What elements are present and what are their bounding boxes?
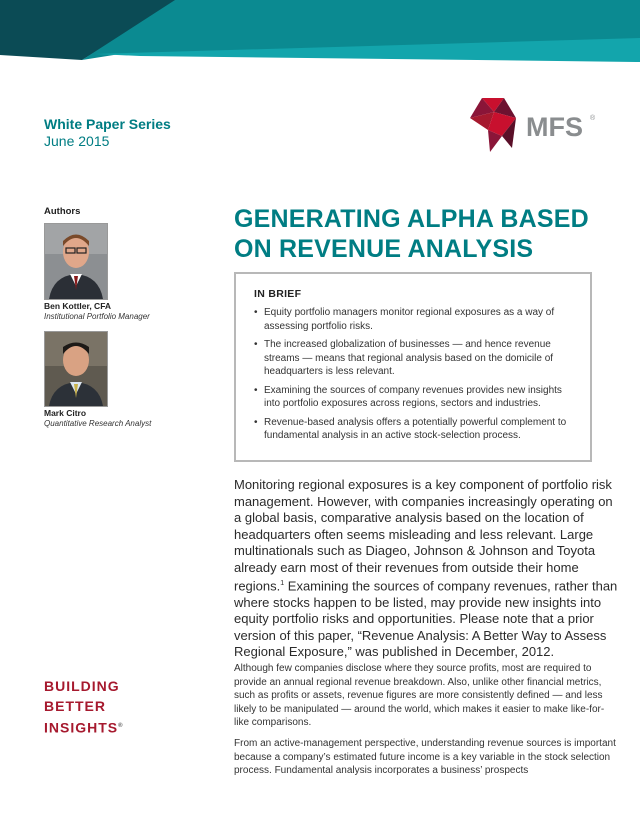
title-line: ON REVENUE ANALYSIS bbox=[234, 235, 534, 263]
logo-text: MFS bbox=[526, 112, 583, 142]
author-photo-2 bbox=[44, 331, 108, 407]
title-line: GENERATING ALPHA BASED bbox=[234, 205, 589, 233]
author-role: Institutional Portfolio Manager bbox=[44, 312, 150, 321]
lead-text: Monitoring regional exposures is a key component of portfolio risk management. However, with companies increasingly operating on a global basis, comparative analysis based on the location of headquarters often seems misleading and less relevant. Large multinationals such as Diageo, Johnson & Johnson and Toyota already earn most of their revenues from outside their home regions. bbox=[234, 477, 613, 594]
in-brief-box bbox=[234, 272, 592, 462]
list-item: • Revenue-based analysis offers a potentially powerful complement to fundamental analysis in an active stock-selection process. bbox=[254, 416, 572, 443]
tagline-line: INSIGHTS bbox=[44, 719, 119, 736]
series-date: June 2015 bbox=[44, 133, 110, 149]
header-banner bbox=[0, 0, 640, 80]
tagline-line: BETTER bbox=[44, 698, 106, 714]
authors-heading: Authors bbox=[44, 206, 81, 217]
footnote-marker: 1 bbox=[280, 580, 285, 587]
tagline-registered: ® bbox=[118, 723, 123, 729]
portrait-photo-icon bbox=[45, 224, 107, 299]
in-brief-title: IN BRIEF bbox=[254, 288, 302, 300]
series-title: White Paper Series bbox=[44, 116, 171, 132]
list-item: • Examining the sources of company revenues provides new insights into portfolio exposures across regions, sectors and industries. bbox=[254, 384, 572, 411]
page-title bbox=[234, 204, 614, 264]
portrait-photo-icon bbox=[45, 332, 107, 406]
body-paragraph: From an active-management perspective, understanding revenue sources is important because a company’s estimated future income is a key variable in the stock selection process. Fundamental analysis incorporates a business’ prospects bbox=[234, 737, 616, 777]
in-brief-list bbox=[254, 306, 572, 443]
list-item: • The increased globalization of businesses — and hence revenue streams — means that regional analysis based on the domicile of headquarters is less relevant. bbox=[254, 338, 572, 379]
author-photo-1 bbox=[44, 223, 108, 300]
logo-mark-icon bbox=[470, 98, 516, 152]
body-paragraph: Although few companies disclose where they source profits, most are required to provide an annual regional revenue breakdown. Also, unlike other financial metrics, such as profits or assets, revenue figures are more consistently defined — and less likely to be manipulated — around the world, which makes it easier to make like-for-like comparisons. bbox=[234, 663, 605, 729]
lead-text: Examining the sources of company revenues, rather than where stocks happen to be listed, may provide new insights into equity portfolio risks and opportunities. Please note that a prior version of this paper, “Revenue Analysis: A Better Way to Assess Regional Exposure,” was published in December, 2012. bbox=[234, 578, 618, 660]
lead-paragraph bbox=[234, 477, 618, 661]
mfs-logo bbox=[468, 96, 602, 156]
author-name: Mark Citro bbox=[44, 408, 87, 418]
author-name: Ben Kottler, CFA bbox=[44, 301, 112, 311]
logo-registered: ® bbox=[590, 115, 596, 122]
series-block bbox=[44, 116, 171, 150]
author-role: Quantitative Research Analyst bbox=[44, 419, 152, 428]
list-item: • Equity portfolio managers monitor regional exposures as a way of assessing portfolio risks. bbox=[254, 306, 572, 333]
body-text bbox=[234, 662, 618, 785]
tagline bbox=[44, 676, 123, 738]
tagline-line: BUILDING bbox=[44, 678, 120, 694]
